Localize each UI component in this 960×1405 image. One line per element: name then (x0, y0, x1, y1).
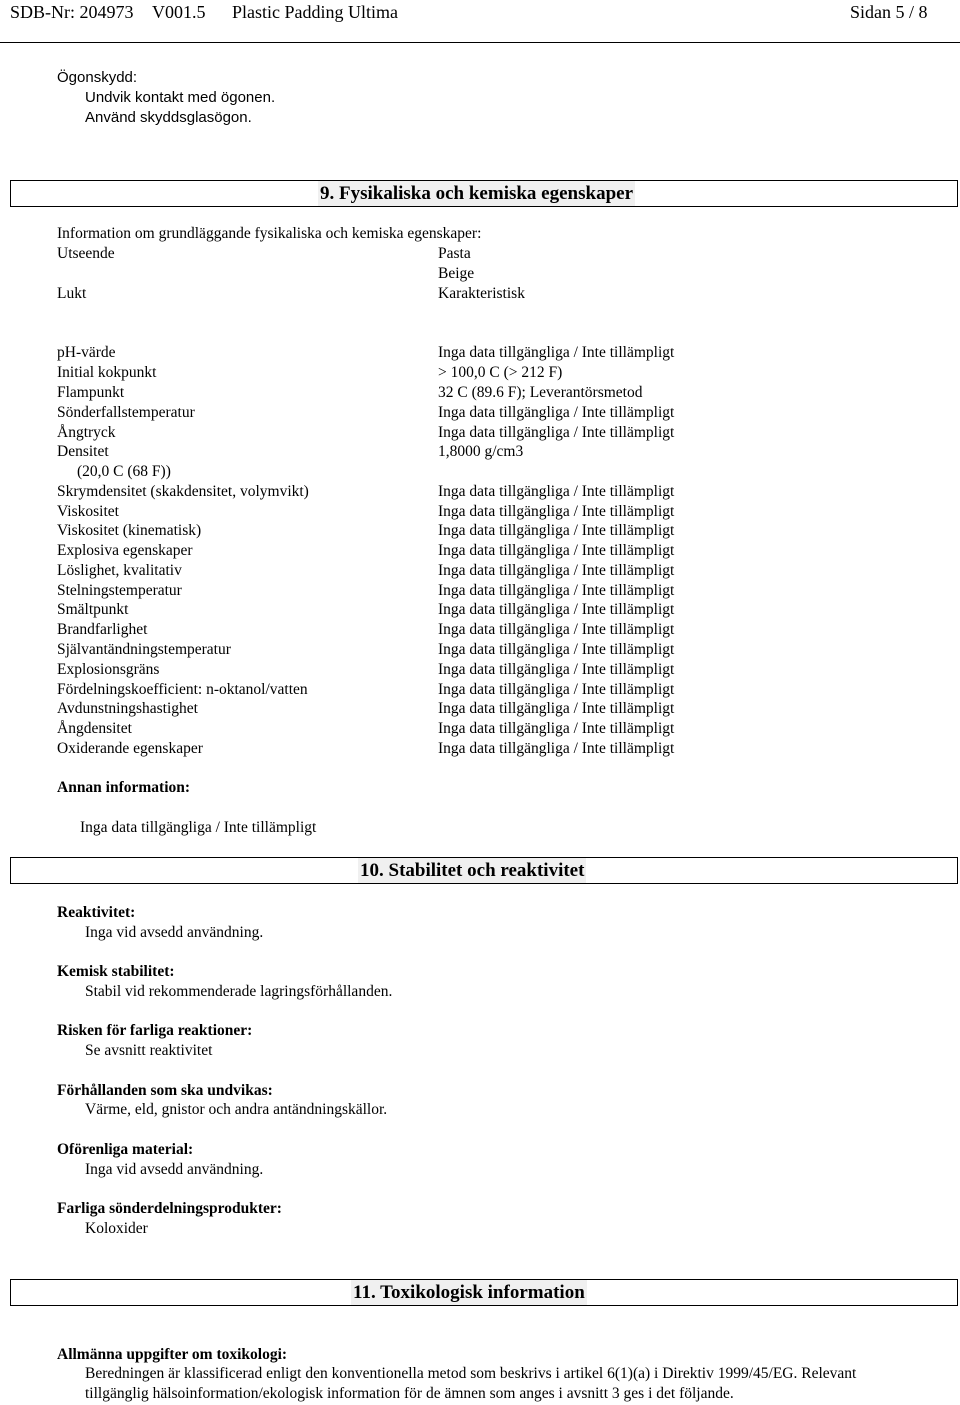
property-value: Inga data tillgängliga / Inte tillämpligt (438, 522, 675, 539)
section-11-title: 11. Toxikologisk information (353, 1282, 585, 1303)
property-value: Inga data tillgängliga / Inte tillämpligt (438, 562, 675, 579)
property-label: Smältpunkt (57, 601, 129, 618)
property-value: Inga data tillgängliga / Inte tillämpligt (438, 503, 675, 520)
property-label: Densitet (57, 443, 109, 460)
property-label: (20,0 C (68 F)) (77, 463, 171, 480)
section-11-header (10, 1279, 958, 1306)
property-value: > 100,0 C (> 212 F) (438, 364, 563, 381)
property-label: Ångdensitet (57, 720, 132, 737)
property-label: Viskositet (57, 503, 119, 520)
property-value: Inga data tillgängliga / Inte tillämpligt (438, 582, 675, 599)
chemical-stability-text: Stabil vid rekommenderade lagringsförhållanden. (85, 983, 393, 1000)
property-value: Inga data tillgängliga / Inte tillämpligt (438, 681, 675, 698)
property-label: Självantändningstemperatur (57, 641, 231, 658)
eye-protection-heading: Ögonskydd: (57, 69, 138, 86)
appearance-value-color: Beige (438, 265, 475, 282)
odor-label: Lukt (57, 285, 87, 302)
property-value: Inga data tillgängliga / Inte tillämpligt (438, 700, 675, 717)
property-label: Explosionsgräns (57, 661, 160, 678)
property-label: Brandfarlighet (57, 621, 148, 638)
eye-protection-line-2: Använd skyddsglasögon. (85, 109, 252, 126)
section-10-title: 10. Stabilitet och reaktivitet (360, 860, 585, 881)
property-value: 32 C (89.6 F); Leverantörsmetod (438, 384, 643, 401)
header-version: V001.5 (152, 2, 206, 22)
section-9-header (10, 180, 958, 207)
property-label: Viskositet (kinematisk) (57, 522, 202, 539)
decomposition-products-text: Koloxider (85, 1220, 148, 1237)
section-9-info-heading: Information om grundläggande fysikaliska och kemiska egenskaper: (57, 225, 482, 242)
appearance-label: Utseende (57, 245, 115, 262)
property-value: Inga data tillgängliga / Inte tillämpligt (438, 621, 675, 638)
incompatible-materials-heading: Oförenliga material: (57, 1141, 194, 1158)
other-info-heading: Annan information: (57, 779, 191, 796)
property-label: pH-värde (57, 344, 116, 361)
other-info-value: Inga data tillgängliga / Inte tillämpligt (80, 819, 317, 836)
hazardous-reactions-heading: Risken för farliga reaktioner: (57, 1022, 253, 1039)
appearance-value-form: Pasta (438, 245, 471, 262)
toxicology-general-line-1: Beredningen är klassificerad enligt den konventionella metod som beskrivs i artikel 6(1)(a) i Direktiv 1999/45/EG. Relevant (85, 1365, 857, 1382)
property-label: Sönderfallstemperatur (57, 404, 195, 421)
property-label: Stelningstemperatur (57, 582, 182, 599)
header-doc-id: SDB-Nr: 204973 (10, 2, 134, 22)
reactivity-text: Inga vid avsedd användning. (85, 924, 264, 941)
odor-value: Karakteristisk (438, 285, 525, 302)
property-label: Skrymdensitet (skakdensitet, volymvikt) (57, 483, 309, 500)
chemical-stability-heading: Kemisk stabilitet: (57, 963, 175, 980)
decomposition-products-heading: Farliga sönderdelningsprodukter: (57, 1200, 282, 1217)
reactivity-heading: Reaktivitet: (57, 904, 136, 921)
property-label: Avdunstningshastighet (57, 700, 198, 717)
property-value: Inga data tillgängliga / Inte tillämpligt (438, 483, 675, 500)
eye-protection-line-1: Undvik kontakt med ögonen. (85, 89, 276, 106)
section-10-header (10, 857, 958, 884)
property-value: Inga data tillgängliga / Inte tillämpligt (438, 424, 675, 441)
property-value: Inga data tillgängliga / Inte tillämpligt (438, 641, 675, 658)
conditions-to-avoid-heading: Förhållanden som ska undvikas: (57, 1082, 273, 1099)
toxicology-general-heading: Allmänna uppgifter om toxikologi: (57, 1346, 288, 1363)
header-divider (0, 42, 960, 43)
conditions-to-avoid-text: Värme, eld, gnistor och andra antändningskällor. (85, 1101, 388, 1118)
hazardous-reactions-text: Se avsnitt reaktivitet (85, 1042, 213, 1059)
property-label: Initial kokpunkt (57, 364, 157, 381)
property-value: Inga data tillgängliga / Inte tillämpligt (438, 661, 675, 678)
property-value: Inga data tillgängliga / Inte tillämpligt (438, 404, 675, 421)
property-label: Oxiderande egenskaper (57, 740, 203, 757)
property-label: Ångtryck (57, 424, 116, 441)
property-label: Explosiva egenskaper (57, 542, 193, 559)
toxicology-general-line-2: tillgänglig hälsoinformation/ekologisk information för de ämnen som anges i avsnitt 3 ges i det följande. (85, 1385, 734, 1402)
property-value: Inga data tillgängliga / Inte tillämpligt (438, 542, 675, 559)
property-value: Inga data tillgängliga / Inte tillämpligt (438, 601, 675, 618)
property-value: Inga data tillgängliga / Inte tillämpligt (438, 740, 675, 757)
property-label: Löslighet, kvalitativ (57, 562, 182, 579)
property-value: Inga data tillgängliga / Inte tillämpligt (438, 720, 675, 737)
property-value: Inga data tillgängliga / Inte tillämpligt (438, 344, 675, 361)
section-9-title: 9. Fysikaliska och kemiska egenskaper (320, 183, 634, 204)
property-label: Fördelningskoefficient: n-oktanol/vatten (57, 681, 308, 698)
property-label: Flampunkt (57, 384, 125, 401)
property-value: 1,8000 g/cm3 (438, 443, 524, 460)
header-page-number: Sidan 5 / 8 (850, 2, 928, 22)
header-product: Plastic Padding Ultima (232, 2, 398, 22)
incompatible-materials-text: Inga vid avsedd användning. (85, 1161, 264, 1178)
